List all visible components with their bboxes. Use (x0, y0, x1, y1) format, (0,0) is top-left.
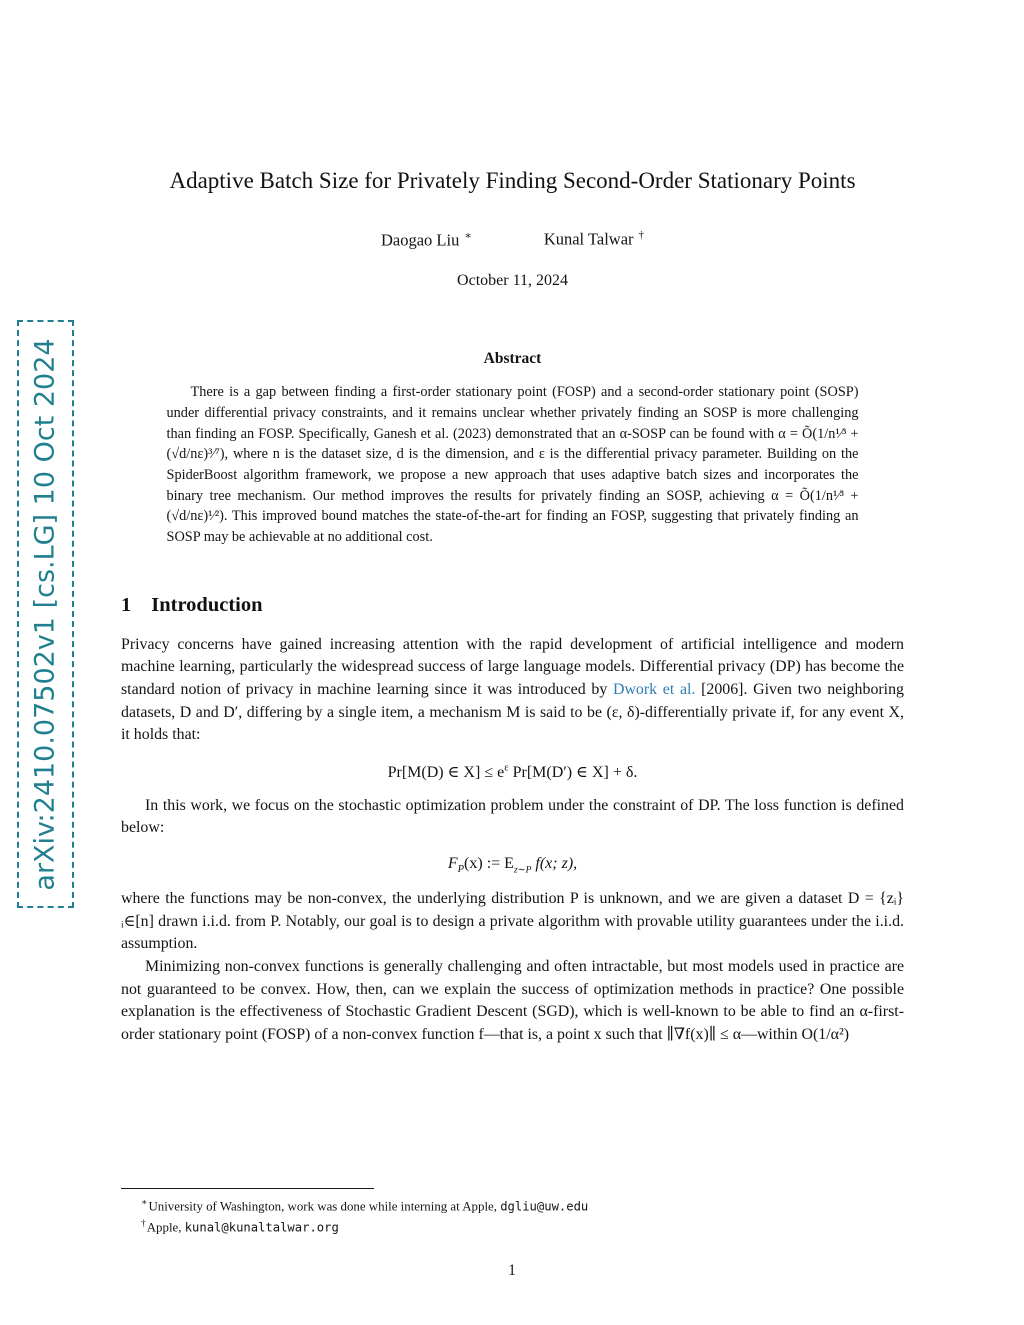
intro-paragraph-1-text-after-citation: [2006]. Given two neighboring datasets, D and D′, differing by a single item, a mechanism M is said to be (ε, δ)-differentially private if, for any event X, it holds that: (121, 681, 904, 744)
footnote-rule (121, 1188, 374, 1189)
author-1-footnote-mark: ∗ (464, 229, 472, 242)
footnote-2-mark: † (141, 1218, 146, 1229)
footnote-1-text: University of Washington, work was done while interning at Apple, (148, 1199, 501, 1214)
page-number: 1 (508, 1262, 516, 1279)
equation-loss-F-sub: P (457, 864, 465, 876)
intro-paragraph-1-text-before-citation: Privacy concerns have gained increasing attention with the rapid development of artificial intelligence and modern machine learning, particularly the widespread success of large language models. Differential privacy (DP) has become the standard notion of privacy in machine learning since it was introduced by (121, 635, 904, 699)
equation-loss-expectation-sub: z∼P (513, 865, 532, 876)
footnote-2 (121, 1217, 904, 1238)
footnote-2-email: kunal@kunaltalwar.org (184, 1219, 339, 1234)
abstract-heading: Abstract (483, 350, 542, 368)
paper-date: October 11, 2024 (457, 272, 568, 290)
paper-content (121, 0, 904, 1046)
equation-differential-privacy (121, 762, 904, 782)
intro-paragraph-4: Minimizing non-convex functions is generally challenging and often intractable, but most models used in practice are not guaranteed to be convex. How, then, can we explain the success of optimization methods in practice? One possible explanation is the effectiveness of Stochastic Gradient Descent (SGD), which is well-known to be able to find an α-first-order stationary point (FOSP) of a non-convex function f—that is, a point x such that ∥∇f(x)∥ ≤ α—within O(1/α²) (121, 957, 904, 1043)
equation-loss-mid: (x) := (464, 854, 505, 872)
equation-dp-right: Pr[M(D′) ∈ X] + δ. (508, 763, 638, 781)
arxiv-watermark-box (17, 320, 74, 908)
footnote-1-email: dgliu@uw.edu (500, 1199, 589, 1214)
citation-link-dwork[interactable]: Dwork et al. (612, 681, 696, 699)
equation-loss-expectation: E (504, 854, 514, 872)
equation-loss-function (121, 855, 904, 875)
abstract-text: There is a gap between finding a first-order stationary point (FOSP) and a second-order stationary point (SOSP) under differential privacy constraints, and it remains unclear whether privately finding an SOSP is more challenging than finding an FOSP. Specifically, Ganesh et al. (2023) demonstrated that an α-SOSP can be found with α = Õ(1/n¹⁄³ + (√d/nε)³⁄⁷), where n is the dataset size, d is the dimension, and ε is the differential privacy parameter. Building on the SpiderBoost algorithm framework, we propose a new approach that uses adaptive batch sizes and incorporates the binary tree mechanism. Our method improves the results for privately finding an SOSP, achieving α = Õ(1/n¹⁄³ + (√d/nε)¹⁄²). This improved bound matches the state-of-the-art for finding an FOSP, suggesting that privately finding an SOSP may be achievable at no additional cost. (166, 384, 859, 546)
intro-paragraph-3: where the functions may be non-convex, the underlying distribution P is unknown, and we are given a dataset D = {zᵢ}ᵢ∈[n] drawn i.i.d. from P. Notably, our goal is to design a private algorithm with provable utility guarantees under the i.i.d. assumption. (121, 890, 904, 953)
section-1-number: 1 (121, 593, 132, 616)
footnote-1-mark: ∗ (141, 1198, 148, 1208)
author-2-footnote-mark: † (638, 228, 645, 241)
equation-loss-F: F (447, 854, 458, 872)
paper-title: Adaptive Batch Size for Privately Finding Second-Order Stationary Points (169, 168, 856, 193)
footnote-1 (121, 1196, 904, 1217)
arxiv-watermark-text: arXiv:2410.07502v1 [cs.LG] 10 Oct 2024 (30, 337, 62, 891)
intro-paragraph-2: In this work, we focus on the stochastic optimization problem under the constraint of DP. The loss function is defined below: (121, 796, 904, 837)
equation-dp-left: Pr[M(D) ∈ X] ≤ e (387, 763, 505, 781)
abstract-section (121, 350, 904, 548)
author-1-name: Daogao Liu (380, 230, 460, 250)
author-1 (381, 229, 472, 251)
author-2-name: Kunal Talwar (543, 229, 634, 249)
footnotes-block (121, 1188, 904, 1237)
equation-dp-exponent: ε (504, 762, 509, 774)
authors-row (121, 229, 904, 251)
section-1-heading (121, 594, 904, 617)
author-2 (544, 229, 644, 251)
equation-loss-right: f(x; z), (531, 854, 578, 872)
section-1-title: Introduction (151, 593, 263, 616)
intro-paragraph-1 (121, 634, 904, 747)
footnote-2-text: Apple, (146, 1219, 185, 1234)
